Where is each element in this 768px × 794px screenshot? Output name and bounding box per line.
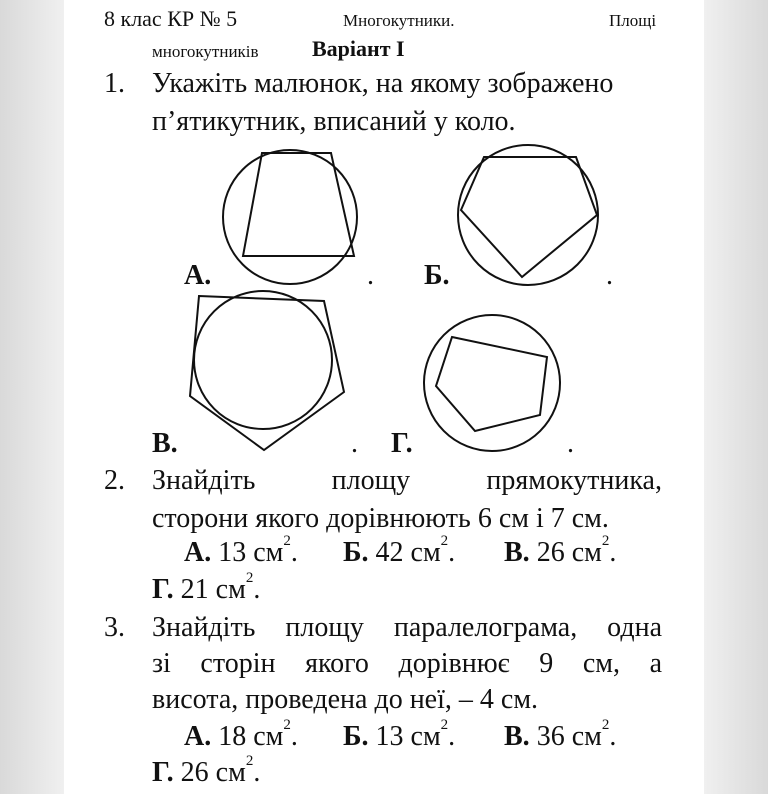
variant-title: Варіант І xyxy=(312,36,405,61)
q3-word: якого xyxy=(305,648,369,679)
q2-text-line2: сторони якого дорівнюють 6 см і 7 см. xyxy=(152,503,609,534)
q1-option-d-dot: . xyxy=(567,428,574,459)
figure-a xyxy=(223,150,357,284)
answer-period: . xyxy=(448,721,456,752)
answer-letter: В. xyxy=(504,721,530,752)
q1-option-c-dot: . xyxy=(351,428,358,459)
answer-value: 36 см xyxy=(536,721,602,752)
answer-value: 13 см xyxy=(375,721,441,752)
q1-text-line2: п’ятикутник, вписаний у коло. xyxy=(152,106,516,137)
q3-answer-d xyxy=(152,753,261,789)
figure-d-circle xyxy=(424,315,560,451)
q2-answer-d xyxy=(152,570,261,606)
q3-answer-c xyxy=(504,717,617,753)
q1-option-a-dot: . xyxy=(367,260,374,291)
q3-number: 3. xyxy=(104,612,125,643)
q3-answer-a xyxy=(184,717,298,753)
figure-b-circle xyxy=(458,145,598,285)
answer-letter: Б. xyxy=(343,537,369,568)
class-label: 8 клас КР № 5 xyxy=(104,6,238,31)
q2-answer-b xyxy=(343,533,456,569)
q1-option-c-letter: В. xyxy=(152,428,178,459)
answer-period: . xyxy=(253,574,261,605)
answer-letter: А. xyxy=(184,537,212,568)
q1-number: 1. xyxy=(104,68,125,99)
q2-number: 2. xyxy=(104,465,125,496)
q2-text-line1 xyxy=(152,465,662,497)
answer-letter: Г. xyxy=(152,574,174,605)
figure-d xyxy=(424,315,560,451)
topic-part-2: Площі xyxy=(609,11,657,30)
q1-option-d-letter: Г. xyxy=(391,428,413,459)
answer-exponent: 2 xyxy=(283,717,291,733)
answer-value: 26 см xyxy=(536,537,602,568)
figure-c-pentagon xyxy=(190,296,344,450)
answer-exponent: 2 xyxy=(440,533,449,549)
answer-value: 13 см xyxy=(218,537,284,568)
answer-period: . xyxy=(253,757,261,788)
q3-word: дорівнює xyxy=(398,648,510,679)
answer-value: 18 см xyxy=(218,721,284,752)
answer-period: . xyxy=(290,537,298,568)
figure-a-circle xyxy=(223,150,357,284)
q2-word: площу xyxy=(331,465,411,496)
q3-word: см, xyxy=(582,648,620,679)
answer-period: . xyxy=(448,537,456,568)
answer-value: 26 см xyxy=(180,757,246,788)
answer-period: . xyxy=(609,537,617,568)
answer-exponent: 2 xyxy=(245,753,254,769)
answer-exponent: 2 xyxy=(245,570,254,586)
answer-period: . xyxy=(609,721,617,752)
answer-exponent: 2 xyxy=(283,533,291,549)
figure-b-pentagon xyxy=(461,157,597,277)
q3-text-line1: Знайдіть площу паралелограма, одна xyxy=(152,612,662,643)
q2-word: Знайдіть xyxy=(152,465,256,496)
answer-value: 21 см xyxy=(180,574,246,605)
q3-word: сторін xyxy=(200,648,276,679)
q3-text-line2 xyxy=(152,648,662,680)
q1-option-a-letter: А. xyxy=(184,260,212,291)
answer-exponent: 2 xyxy=(601,717,610,733)
topic-part-3: многокутників xyxy=(152,42,259,61)
q3-word: а xyxy=(649,648,662,679)
q2-answer-c xyxy=(504,533,617,569)
figure-b xyxy=(458,145,598,285)
topic-part-1: Многокутники. xyxy=(343,11,455,30)
answer-period: . xyxy=(290,721,298,752)
q3-word: 9 xyxy=(539,648,554,679)
answer-letter: А. xyxy=(184,721,212,752)
answer-exponent: 2 xyxy=(601,533,610,549)
q3-answer-b xyxy=(343,717,456,753)
q2-answer-a xyxy=(184,533,298,569)
answer-value: 42 см xyxy=(375,537,441,568)
q3-text-line3: висота, проведена до неї, – 4 см. xyxy=(152,684,539,715)
q1-option-b-letter: Б. xyxy=(424,260,450,291)
q2-word: прямокутника, xyxy=(486,465,662,496)
answer-letter: В. xyxy=(504,537,530,568)
figure-c-circle xyxy=(194,291,332,429)
q1-option-b-dot: . xyxy=(606,260,613,291)
answer-exponent: 2 xyxy=(440,717,449,733)
q1-text-line1: Укажіть малюнок, на якому зображено xyxy=(152,68,614,99)
answer-letter: Б. xyxy=(343,721,369,752)
answer-letter: Г. xyxy=(152,757,174,788)
figure-c xyxy=(190,291,344,450)
q3-word: зі xyxy=(152,648,171,679)
figure-d-pentagon xyxy=(436,337,547,431)
